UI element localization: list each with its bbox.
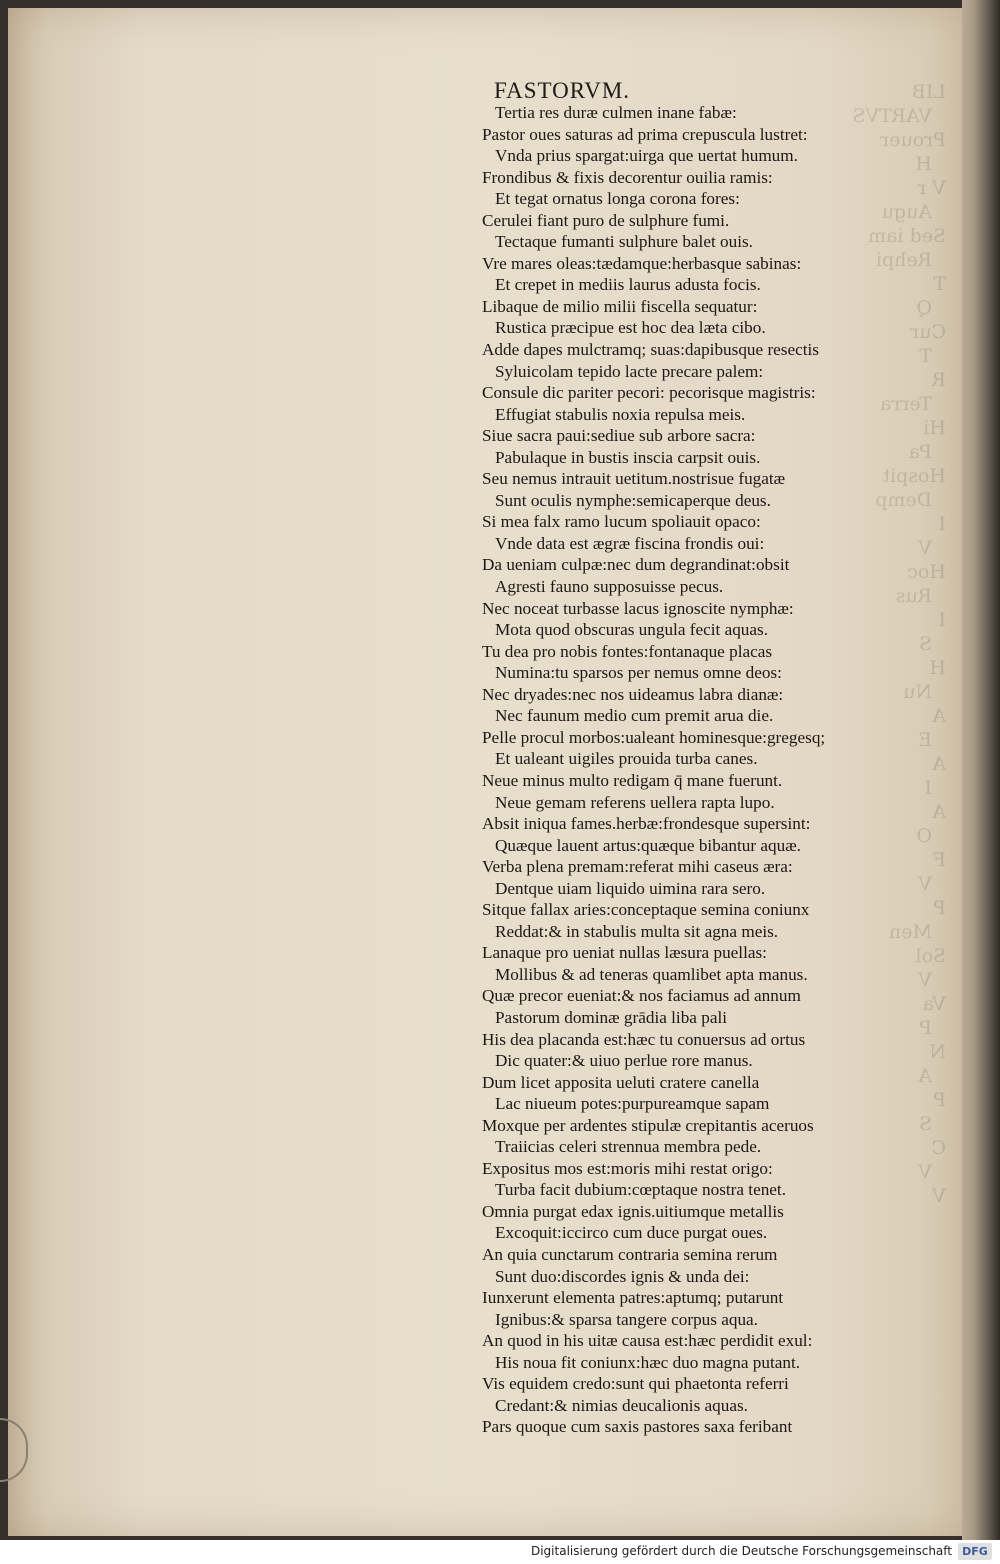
show-through-line: Rehpi: [875, 249, 932, 271]
verse-line: Da ueniam culpæ:nec dum degrandinat:obsit: [482, 555, 790, 575]
show-through-line: VARTVS: [852, 105, 932, 127]
show-through-line: P: [933, 1089, 946, 1111]
show-through-line: Men: [889, 921, 932, 943]
verse-line: Libaque de milio milii fiscella sequatur:: [482, 296, 758, 316]
verse-line: Vre mares oleas:tædamque:herbasque sabinas:: [482, 253, 802, 273]
show-through-line: Nu: [903, 681, 932, 703]
verse-line: Effugiat stabulis noxia repulsa meis.: [495, 404, 746, 424]
verse-line: Moxque per ardentes stipulæ crepitantis aceruos: [482, 1115, 814, 1135]
show-through-line: R: [931, 369, 946, 391]
verse-line: Neue gemam referens uellera rapta lupo.: [495, 792, 775, 812]
verse-line: Sunt duo:discordes ignis & unda dei:: [495, 1266, 750, 1286]
verse-line: Quæ precor eueniat:& nos faciamus ad annum: [482, 986, 801, 1006]
show-through-line: V: [918, 873, 932, 895]
verse-line: Agresti fauno supposuisse pecus.: [495, 577, 724, 597]
show-through-line: Sol: [915, 945, 946, 967]
verse-line: Mollibus & ad teneras quamlibet apta manus.: [495, 964, 808, 984]
verse-line: Omnia purgat edax ignis.uitiumque metallis: [482, 1201, 784, 1221]
verse-line: Credant:& nimias deucalionis aquas.: [495, 1395, 748, 1415]
verse-line: Reddat:& in stabulis multa sit agna meis.: [495, 921, 779, 941]
show-through-line: Q: [916, 297, 932, 319]
show-through-line: H: [929, 657, 946, 679]
verse-line: His noua fit coniunx:hæc duo magna putant.: [495, 1352, 801, 1372]
show-through-line: C: [931, 1137, 946, 1159]
show-through-line: A: [932, 753, 946, 775]
page-edge: [962, 0, 1000, 1540]
verse-line: Ignibus:& sparsa tangere corpus aqua.: [495, 1309, 758, 1329]
verse-line: Vis equidem credo:sunt qui phaetonta referri: [482, 1374, 789, 1394]
verse-line: Turba facit dubium:cœptaque nostra tenet.: [495, 1180, 787, 1200]
show-through-line: Hoc: [907, 561, 946, 583]
show-through-line: I: [938, 609, 946, 631]
verse-line: Pabulaque in bustis inscia carpsit ouis.: [495, 447, 761, 467]
show-through-line: P: [919, 1017, 932, 1039]
show-through-line: Rus: [895, 585, 932, 607]
verse-line: Tertia res duræ culmen inane fabæ:: [495, 103, 737, 122]
show-through-line: Demp: [875, 489, 932, 511]
verse-line: An quod in his uitæ causa est:hæc perdidit exul:: [482, 1331, 813, 1351]
verse-line: Pastorum dominæ grādia liba pali: [495, 1007, 727, 1027]
show-through-line: S: [918, 633, 932, 655]
verse-line: Dum licet apposita ueluti cratere canella: [482, 1072, 760, 1092]
verse-line: Nec dryades:nec nos uideamus labra dianæ:: [482, 684, 784, 704]
show-through-line: Cur: [910, 321, 946, 343]
verse-line: Et ualeant uigiles prouida turba canes.: [495, 749, 758, 769]
show-through-line: Hi: [923, 417, 946, 439]
verse-line: Pastor oues saturas ad prima crepuscula lustret:: [482, 124, 808, 144]
verse-line: Nec faunum medio cum premit arua die.: [495, 706, 774, 726]
verse-line: Rustica præcipue est hoc dea læta cibo.: [495, 318, 766, 338]
show-through-line: A: [932, 705, 946, 727]
verse-line: Pars quoque cum saxis pastores saxa feribant: [482, 1417, 793, 1437]
verse-line: Tectaque fumanti sulphure balet ouis.: [495, 232, 753, 252]
verse-line: Dentque uiam liquido uimina rara sero.: [495, 878, 766, 898]
verse-line: Tu dea pro nobis fontes:fontanaque placas: [482, 641, 773, 661]
show-through-line: Hospit: [882, 465, 946, 487]
verse-text: [482, 102, 902, 1438]
verse-line: Adde dapes mulctramq; suas:dapibusque resectis: [482, 340, 819, 360]
verse-line: Dic quater:& uiuo perlue rore manus.: [495, 1051, 753, 1071]
show-through-line: A: [932, 801, 946, 823]
verse-line: Cerulei fiant puro de sulphure fumi.: [482, 210, 730, 230]
show-through-line: E: [918, 729, 932, 751]
show-through-line: P: [933, 897, 946, 919]
verse-line: Verba plena premam:referat mihi caseus æra:: [482, 857, 793, 877]
show-through-line: V: [918, 1161, 932, 1183]
verse-line: His dea placanda est:hæc tu conuersus ad ortus: [482, 1029, 806, 1049]
verse-line: Frondibus & fixis decorentur ouilia ramis:: [482, 167, 773, 187]
verse-line: Nec noceat turbasse lacus ignoscite nymphæ:: [482, 598, 794, 618]
verse-line: Et crepet in mediis laurus adusta focis.: [495, 275, 761, 295]
verse-line: Quæque lauent artus:quæque bibantur aquæ.: [495, 835, 801, 855]
show-through-line: Va: [922, 993, 946, 1015]
show-through-line: I: [924, 777, 932, 799]
verse-line: Neue minus multo redigam q̄ mane fuerunt.: [482, 770, 783, 790]
show-through-line: V: [932, 1185, 946, 1207]
verse-line: Consule dic pariter pecori: pecorisque magistris:: [482, 383, 816, 403]
verse-line: Pelle procul morbos:ualeant hominesque:gregesq;: [482, 727, 826, 747]
dfg-logo-icon: DFG: [958, 1543, 992, 1560]
footer-credit: Digitalisierung gefördert durch die Deutsche Forschungsgemeinschaft: [530, 1544, 952, 1558]
show-through-line: I: [938, 513, 946, 535]
show-through-line: S: [918, 1113, 932, 1135]
verse-line: Traiicias celeri strennua membra pede.: [495, 1137, 762, 1157]
verse-line: Sitque fallax aries:conceptaque semina coniunx: [482, 900, 810, 920]
show-through-line: O: [916, 825, 932, 847]
show-through-line: LIB: [911, 81, 946, 103]
verse-line: Lac niueum potes:purpureamque sapam: [495, 1094, 770, 1114]
show-through-line: N: [929, 1041, 946, 1063]
verse-line: Si mea falx ramo lucum spoliauit opaco:: [482, 512, 761, 532]
show-through-line: Augu: [881, 201, 932, 223]
show-through-line: T: [919, 345, 932, 367]
verse-line: Et tegat ornatus longa corona fores:: [495, 189, 740, 209]
verse-line: Iunxerunt elementa patres:aptumq; putarunt: [482, 1288, 784, 1308]
show-through-line: A: [918, 1065, 932, 1087]
running-head: FASTORVM.: [494, 78, 631, 103]
show-through-line: T: [933, 273, 946, 295]
verse-line: Mota quod obscuras ungula fecit aquas.: [495, 620, 769, 640]
show-through-line: V: [918, 969, 932, 991]
show-through-line: Sed iam: [868, 225, 946, 247]
verse-line: Excoquit:iccirco cum duce purgat oues.: [495, 1223, 768, 1243]
verse-line: Expositus mos est:moris mihi restat origo:: [482, 1158, 773, 1178]
verse-line: An quia cunctarum contraria semina rerum: [482, 1244, 778, 1264]
verse-line: Vnde data est ægræ fiscina frondis oui:: [495, 533, 765, 553]
show-through-line: V r: [917, 177, 946, 199]
verse-line: Absit iniqua fames.herbæ:frondesque supersint:: [482, 814, 811, 834]
show-through-line: V: [918, 537, 932, 559]
verse-line: Seu nemus intrauit uetitum.nostrisue fugatæ: [482, 469, 786, 489]
verse-line: Vnda prius spargat:uirga que uertat humum.: [495, 146, 798, 166]
show-through-line: Prouer: [880, 129, 946, 151]
verse-line: Numina:tu sparsos per nemus omne deos:: [495, 663, 782, 683]
show-through-line: F: [932, 849, 946, 871]
show-through-line: Terra: [880, 393, 932, 415]
footer-bar: [0, 1540, 1000, 1564]
verse-line: Siue sacra paui:sediue sub arbore sacra:: [482, 426, 756, 446]
verse-line: Syluicolam tepido lacte precare palem:: [495, 361, 764, 381]
verse-line: Lanaque pro ueniat nullas læsura puellas:: [482, 943, 767, 963]
show-through-line: H: [915, 153, 932, 175]
show-through-line: Pa: [908, 441, 932, 463]
verse-line: Sunt oculis nymphe:semicaperque deus.: [495, 490, 771, 510]
